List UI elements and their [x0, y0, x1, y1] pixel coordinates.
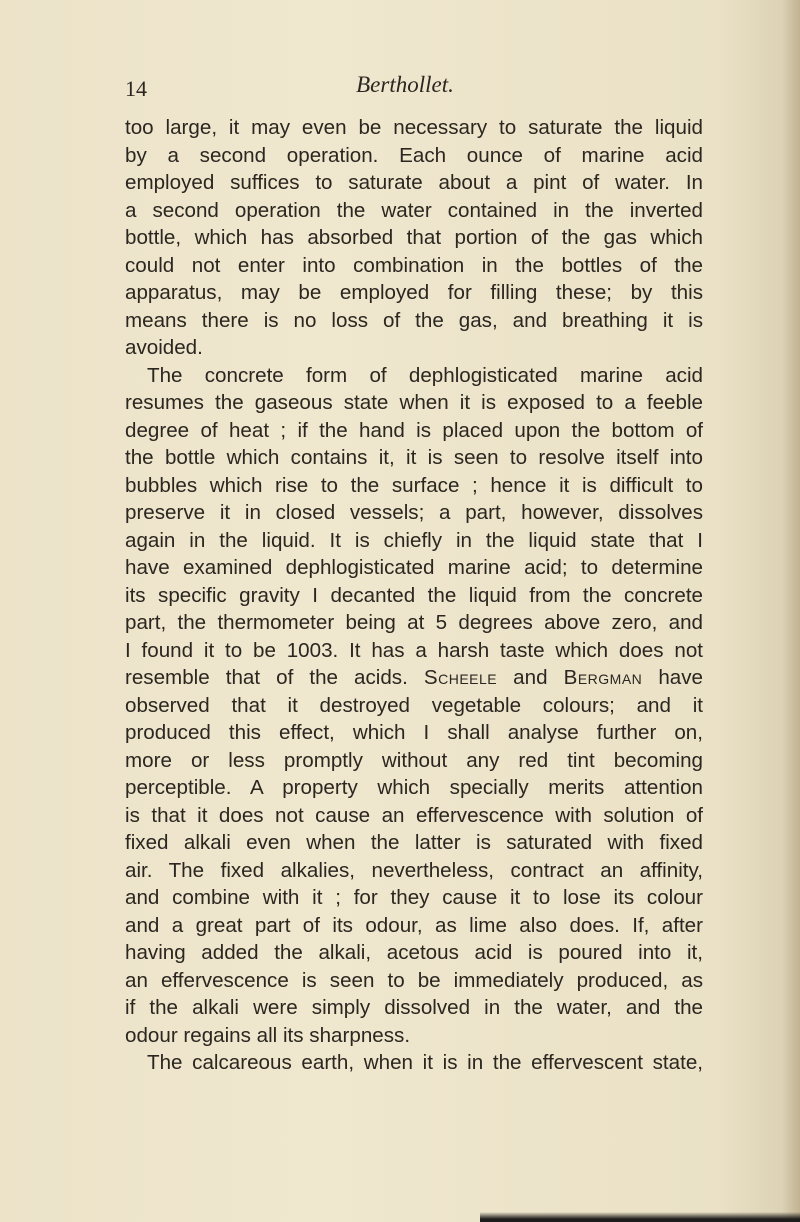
text-line: could not enter into combination in the bottles of the: [125, 253, 703, 277]
text-line: fixed alkali even when the latter is saturated with fixed: [125, 831, 703, 854]
text-line: means there is no loss of the gas, and breathing it is: [125, 308, 703, 332]
text-line: bottle, which has absorbed that portion of the gas which: [125, 226, 703, 249]
text-line: apparatus, may be employed for filling these; by this: [125, 281, 703, 304]
page-number: 14: [125, 76, 147, 101]
text-line: part, the thermometer being at 5 degrees above zero, and: [125, 611, 703, 634]
text-line: more or less promptly without any red tint becoming: [125, 748, 703, 772]
text-line: observed that it destroyed vegetable colours; and it: [125, 693, 703, 717]
text-line: resemble that of the acids. Scheele and Bergman have: [125, 666, 703, 689]
text-line: having added the alkali, acetous acid is poured into it,: [125, 941, 703, 964]
text-line: and a great part of its odour, as lime also does. If, after: [125, 913, 703, 937]
text-line: by a second operation. Each ounce of marine acid: [125, 143, 703, 167]
text-line: resumes the gaseous state when it is exposed to a feeble: [125, 391, 703, 414]
text-line: odour regains all its sharpness.: [125, 1023, 411, 1047]
text-line: preserve it in closed vessels; a part, however, dissolves: [125, 501, 703, 524]
text-line: the bottle which contains it, it is seen to resolve itself into: [125, 446, 703, 469]
text-line: The calcareous earth, when it is in the effervescent state,: [147, 1051, 703, 1074]
text-line: too large, it may even be necessary to saturate the liquid: [125, 116, 703, 139]
text-line: bubbles which rise to the surface ; hence it is difficult to: [125, 473, 703, 497]
body-text: [125, 114, 703, 1077]
text-line: and combine with it ; for they cause it to lose its colour: [125, 886, 703, 909]
text-line: a second operation the water contained in the inverted: [125, 198, 703, 222]
page-header: [125, 72, 685, 106]
text-line: produced this effect, which I shall analyse further on,: [125, 721, 703, 744]
text-line: again in the liquid. It is chiefly in the liquid state that I: [125, 528, 703, 552]
text-line: avoided.: [125, 336, 203, 359]
text-line: The concrete form of dephlogisticated marine acid: [147, 363, 703, 387]
page-edge-shadow: [782, 0, 800, 1222]
text-line: perceptible. A property which specially merits attention: [125, 776, 703, 799]
text-line: its specific gravity I decanted the liquid from the concrete: [125, 583, 703, 607]
running-title: Berthollet.: [356, 72, 454, 97]
text-line: air. The fixed alkalies, nevertheless, contract an affinity,: [125, 858, 703, 882]
text-line: an effervescence is seen to be immediately produced, as: [125, 968, 703, 992]
text-line: employed suffices to saturate about a pint of water. In: [125, 171, 703, 194]
text-line: have examined dephlogisticated marine acid; to determine: [125, 556, 703, 579]
text-line: I found it to be 1003. It has a harsh taste which does not: [125, 638, 703, 662]
page-bottom-edge: [480, 1212, 800, 1222]
text-line: is that it does not cause an effervescence with solution of: [125, 803, 703, 827]
text-line: if the alkali were simply dissolved in the water, and the: [125, 996, 703, 1019]
text-line: degree of heat ; if the hand is placed upon the bottom of: [125, 418, 703, 442]
